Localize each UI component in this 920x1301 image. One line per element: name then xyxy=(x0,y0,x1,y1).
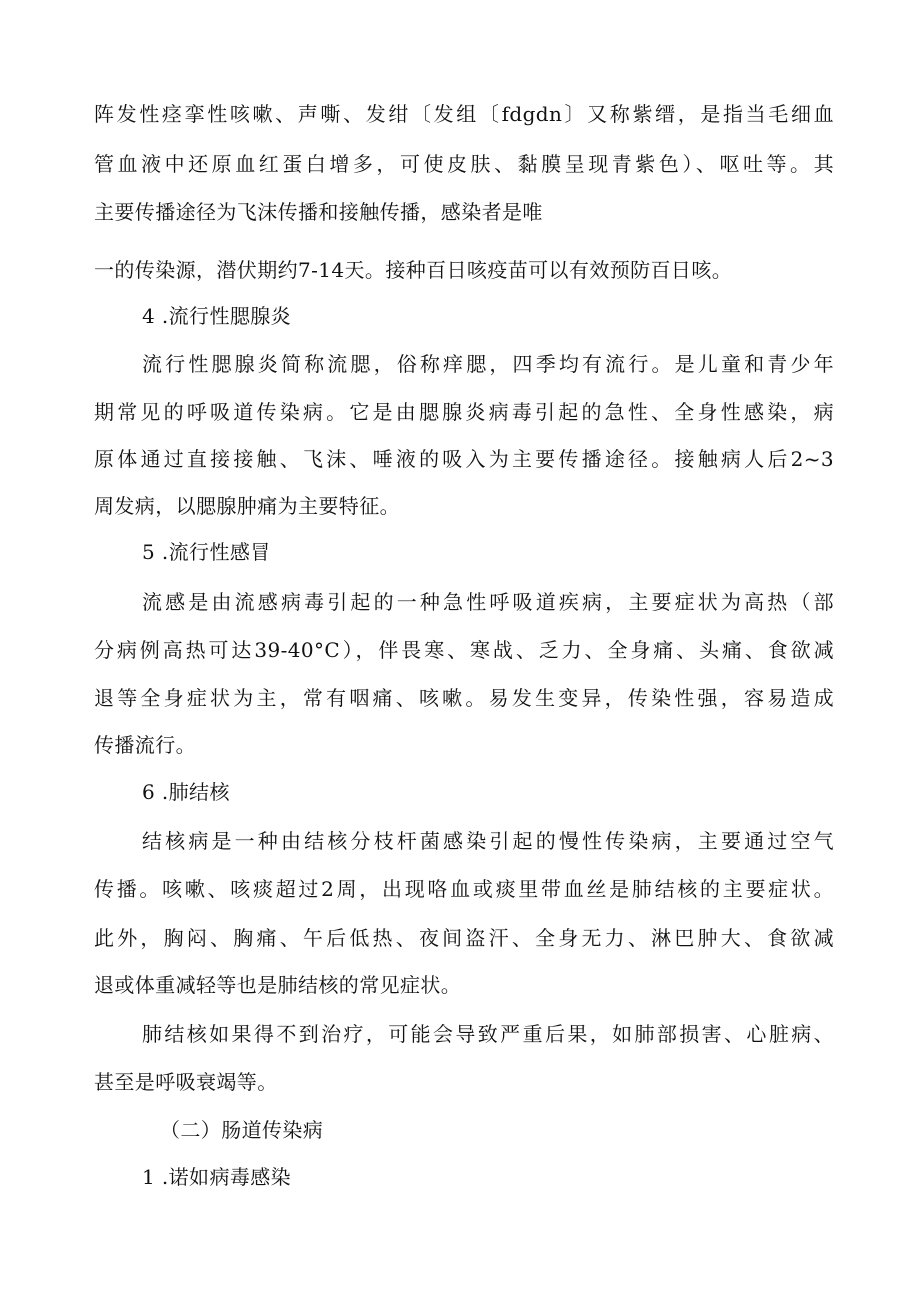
paragraph-line: 甚至是呼吸衰竭等。 xyxy=(94,1070,278,1094)
paragraph-line: 原体通过直接接触、飞沫、唾液的吸入为主要传播途径。接触病人后2~3 xyxy=(94,447,834,471)
paragraph-line: 肺结核如果得不到治疗，可能会导致严重后果，如肺部损害、心脏病、 xyxy=(142,1022,834,1046)
paragraph-line: 流行性腮腺炎简称流腮，俗称痒腮，四季均有流行。是儿童和青少年 xyxy=(142,352,834,376)
section-heading-norovirus: 1 .诺如病毒感染 xyxy=(142,1165,292,1189)
paragraph-line: 传播流行。 xyxy=(94,733,196,757)
paragraph-line: 传播。咳嗽、咳痰超过2周，出现咯血或痰里带血丝是肺结核的主要症状。 xyxy=(94,877,834,901)
paragraph-line: 退或体重减轻等也是肺结核的常见症状。 xyxy=(94,973,462,997)
paragraph-line: 管血液中还原血红蛋白增多，可使皮肤、黏膜呈现青紫色）、呕吐等。其 xyxy=(94,152,834,176)
paragraph-line: 分病例高热可达39-40°C），伴畏寒、寒战、乏力、全身痛、头痛、食欲减 xyxy=(94,638,834,662)
section-heading-mumps: 4 .流行性腮腺炎 xyxy=(142,304,292,328)
section-heading-tuberculosis: 6 .肺结核 xyxy=(142,780,230,804)
paragraph-line: 期常见的呼吸道传染病。它是由腮腺炎病毒引起的急性、全身性感染，病 xyxy=(94,400,834,424)
paragraph-line: 阵发性痉挛性咳嗽、声嘶、发绀〔发组〔fdgdn〕又称紫缙，是指当毛细血 xyxy=(94,102,834,126)
paragraph-line: 一的传染源，潜伏期约7-14天。接种百日咳疫苗可以有效预防百日咳。 xyxy=(94,258,733,282)
paragraph-line: 流感是由流感病毒引起的一种急性呼吸道疾病，主要症状为高热（部 xyxy=(142,590,834,614)
paragraph-line: 主要传播途径为飞沫传播和接触传播，感染者是唯 xyxy=(94,200,543,224)
paragraph-line: 退等全身症状为主，常有咽痛、咳嗽。易发生变异，传染性强，容易造成 xyxy=(94,686,834,710)
paragraph-line: 结核病是一种由结核分枝杆菌感染引起的慢性传染病，主要通过空气 xyxy=(142,829,834,853)
paragraph-line: 周发病，以腮腺肿痛为主要特征。 xyxy=(94,494,400,518)
section-heading-influenza: 5 .流行性感冒 xyxy=(142,540,271,564)
paragraph-line: 此外，胸闷、胸痛、午后低热、夜间盗汗、全身无力、淋巴肿大、食欲减 xyxy=(94,926,834,950)
section-heading-intestinal: （二）肠道传染病 xyxy=(160,1118,324,1142)
